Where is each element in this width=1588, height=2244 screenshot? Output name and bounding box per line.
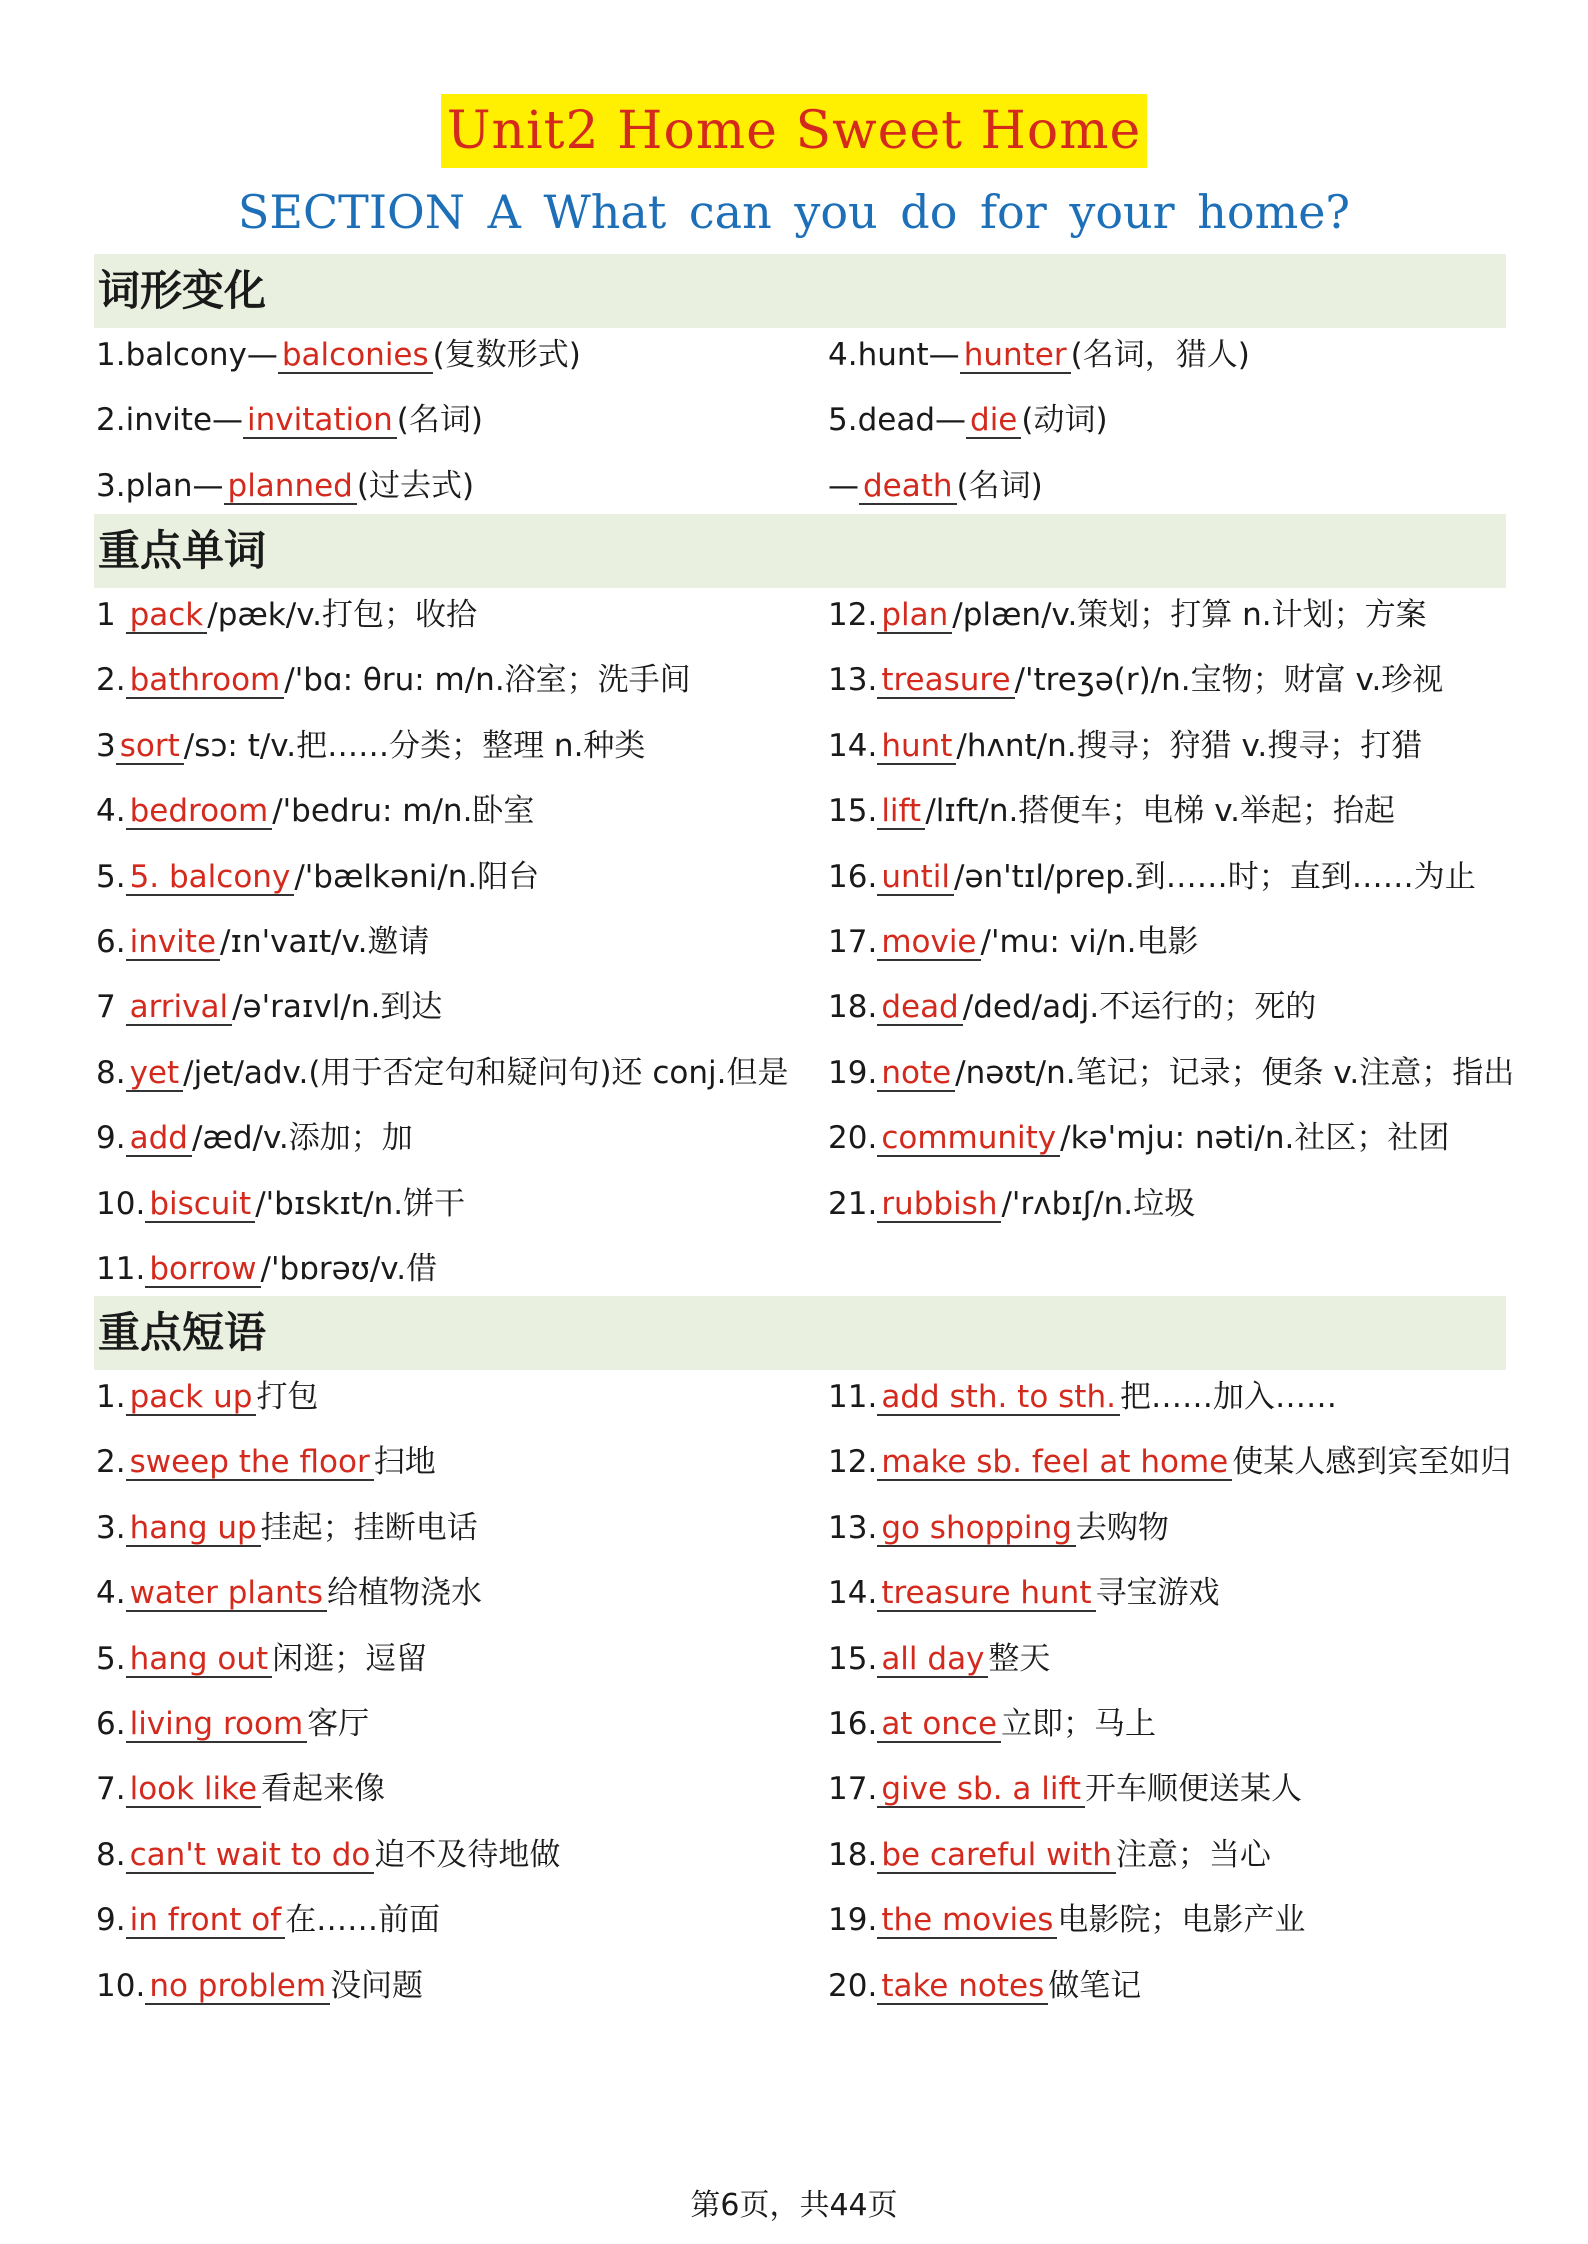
section-heading-words: 重点单词 — [94, 514, 1506, 588]
item-definition: /æd/v.添加；加 — [191, 1120, 413, 1157]
answer-blank: biscuit — [145, 1187, 255, 1223]
item-definition: 打包 — [256, 1379, 319, 1415]
list-item — [96, 1365, 816, 1430]
item-number: — — [828, 467, 859, 504]
list-item — [96, 910, 816, 975]
list-item — [96, 1627, 816, 1692]
item-number: 21. — [828, 1185, 878, 1222]
list-item — [96, 1237, 816, 1302]
item-number: 18. — [828, 1836, 878, 1873]
item-definition: 做笔记 — [1048, 1967, 1142, 2004]
list-item — [828, 1365, 1518, 1430]
item-definition: 看起来像 — [261, 1771, 386, 1808]
item-number: 8. — [96, 1836, 126, 1873]
item-definition: 整天 — [988, 1640, 1051, 1677]
forms-right-column — [828, 323, 1518, 519]
answer-blank: treasure — [877, 663, 1014, 699]
list-item — [828, 1561, 1518, 1626]
answer-blank: balconies — [278, 338, 433, 374]
item-number: 16. — [828, 1705, 878, 1742]
item-number: 11. — [828, 1379, 878, 1415]
item-number: 13. — [828, 1509, 878, 1546]
list-item — [828, 845, 1518, 910]
section-subtitle: SECTION A What can you do for your home? — [237, 185, 1351, 239]
item-definition: /'bɑ: θru: m/n.浴室；洗手间 — [284, 662, 691, 699]
answer-blank: water plants — [126, 1576, 327, 1612]
answer-blank: rubbish — [877, 1187, 1001, 1223]
item-definition: 把……加入…… — [1119, 1379, 1337, 1415]
list-item — [96, 975, 816, 1040]
item-definition: /nəʊt/n.笔记；记录；便条 v.注意；指出 — [955, 1054, 1515, 1091]
item-definition: /hʌnt/n.搜寻；狩猎 v.搜寻；打猎 — [956, 727, 1423, 764]
answer-blank: pack up — [126, 1380, 257, 1416]
answer-blank: community — [877, 1121, 1060, 1157]
item-number: 8. — [96, 1054, 126, 1091]
list-item — [828, 1627, 1518, 1692]
item-number: 17. — [828, 1771, 878, 1808]
list-item — [828, 1041, 1518, 1106]
item-number: 10. — [96, 1967, 146, 2004]
page-title: Unit2 Home Sweet Home — [441, 94, 1148, 168]
item-number: 1 — [96, 597, 126, 633]
answer-blank: die — [966, 403, 1021, 439]
item-definition: 电影院；电影产业 — [1057, 1902, 1306, 1939]
phrases-right-column — [828, 1365, 1518, 2019]
item-number: 2. — [96, 1444, 126, 1481]
item-number: 5. — [96, 858, 126, 895]
item-number: 12. — [828, 597, 878, 633]
item-definition: 使某人感到宾至如归 — [1232, 1444, 1512, 1481]
list-item — [96, 648, 816, 713]
answer-blank: bedroom — [126, 794, 273, 830]
item-definition: /'mu: vi/n.电影 — [980, 923, 1199, 960]
answer-blank: hang out — [126, 1642, 273, 1678]
item-definition: 寻宝游戏 — [1095, 1575, 1220, 1612]
answer-blank: all day — [877, 1642, 988, 1678]
item-definition: /pæk/v.打包；收拾 — [207, 597, 478, 633]
item-definition: (复数形式) — [432, 337, 581, 373]
item-definition: /lɪft/n.搭便车；电梯 v.举起；抬起 — [925, 793, 1396, 830]
answer-blank: take notes — [877, 1969, 1048, 2005]
answer-blank: at once — [877, 1707, 1001, 1743]
section-heading-phrases: 重点短语 — [94, 1296, 1506, 1370]
list-item — [828, 1172, 1518, 1237]
answer-blank: in front of — [126, 1903, 286, 1939]
item-number: 1.balcony— — [96, 337, 278, 373]
item-number: 19. — [828, 1054, 878, 1091]
item-number: 17. — [828, 923, 878, 960]
answer-blank: movie — [877, 925, 980, 961]
item-number: 10. — [96, 1185, 146, 1222]
answer-blank: invite — [126, 925, 220, 961]
list-item — [96, 714, 816, 779]
answer-blank: death — [859, 469, 957, 505]
item-definition: /plæn/v.策划；打算 n.计划；方案 — [952, 597, 1427, 633]
item-number: 7 — [96, 989, 126, 1026]
item-definition: /sɔ: t/v.把……分类；整理 n.种类 — [183, 727, 646, 764]
item-definition: 在……前面 — [285, 1902, 441, 1939]
answer-blank: look like — [126, 1772, 262, 1808]
list-item — [96, 1692, 816, 1757]
item-definition: /ɪn'vaɪt/v.邀请 — [220, 923, 430, 960]
item-definition: /'bælkəni/n.阳台 — [294, 858, 540, 895]
item-number: 1. — [96, 1379, 126, 1415]
list-item — [96, 1172, 816, 1237]
answer-blank: give sb. a lift — [877, 1772, 1085, 1808]
phrases-left-column — [96, 1365, 816, 2019]
answer-blank: add sth. to sth. — [877, 1380, 1120, 1416]
item-number: 13. — [828, 662, 878, 699]
words-left-column — [96, 583, 816, 1302]
list-item — [96, 1561, 816, 1626]
list-item — [96, 1954, 816, 2019]
answer-blank: arrival — [126, 990, 233, 1026]
list-item — [96, 1041, 816, 1106]
list-item — [828, 714, 1518, 779]
list-item — [828, 1757, 1518, 1822]
page-footer: 第6页，共44页 — [690, 2188, 898, 2223]
list-item — [828, 779, 1518, 844]
answer-blank: add — [126, 1121, 192, 1157]
answer-blank: borrow — [145, 1252, 260, 1288]
item-number: 14. — [828, 1575, 878, 1612]
item-number: 7. — [96, 1771, 126, 1808]
list-item — [828, 454, 1518, 519]
list-item — [828, 1430, 1518, 1495]
item-definition: (名词，猎人) — [1070, 337, 1250, 373]
item-definition: /ə'raɪvl/n.到达 — [232, 989, 443, 1026]
item-number: 18. — [828, 989, 878, 1026]
answer-blank: be careful with — [877, 1838, 1116, 1874]
item-number: 19. — [828, 1902, 878, 1939]
answer-blank: pack — [126, 598, 208, 634]
answer-blank: living room — [126, 1707, 308, 1743]
item-definition: 没问题 — [330, 1967, 424, 2004]
list-item — [96, 1496, 816, 1561]
item-definition: 迫不及待地做 — [374, 1836, 561, 1873]
list-item — [96, 1430, 816, 1495]
item-number: 4.hunt— — [828, 337, 960, 373]
answer-blank: hunter — [960, 338, 1071, 374]
item-number: 3 — [96, 727, 116, 764]
answer-blank: invitation — [243, 403, 397, 439]
list-item — [96, 1106, 816, 1171]
item-number: 6. — [96, 923, 126, 960]
section-heading-forms: 词形变化 — [94, 254, 1506, 328]
list-item — [828, 1954, 1518, 2019]
answer-blank: go shopping — [877, 1511, 1076, 1547]
list-item — [96, 454, 816, 519]
list-item — [828, 388, 1518, 453]
answer-blank: until — [877, 860, 954, 896]
item-number: 11. — [96, 1250, 146, 1287]
item-number: 9. — [96, 1902, 126, 1939]
item-definition: /'bɒrəʊ/v.借 — [260, 1250, 438, 1287]
list-item — [828, 1888, 1518, 1953]
list-item — [96, 779, 816, 844]
list-item — [96, 845, 816, 910]
item-definition: 闲逛；逗留 — [272, 1640, 428, 1677]
item-definition: /jet/adv.(用于否定句和疑问句)还 conj.但是 — [183, 1054, 789, 1091]
answer-blank: no problem — [145, 1969, 330, 2005]
item-number: 5. — [96, 1640, 126, 1677]
item-definition: /'treʒə(r)/n.宝物；财富 v.珍视 — [1014, 662, 1444, 699]
list-item — [828, 583, 1518, 648]
list-item — [96, 388, 816, 453]
list-item — [828, 910, 1518, 975]
list-item — [828, 975, 1518, 1040]
list-item — [96, 1757, 816, 1822]
item-definition: 扫地 — [373, 1444, 436, 1481]
item-definition: 给植物浇水 — [327, 1575, 482, 1612]
item-definition: /kə'mju: nəti/n.社区；社团 — [1060, 1120, 1450, 1157]
item-number: 15. — [828, 1640, 878, 1677]
answer-blank: sort — [116, 729, 184, 765]
words-right-column — [828, 583, 1518, 1237]
list-item — [828, 1106, 1518, 1171]
answer-blank: treasure hunt — [877, 1576, 1095, 1612]
list-item — [828, 648, 1518, 713]
item-number: 3. — [96, 1509, 126, 1546]
answer-blank: the movies — [877, 1903, 1057, 1939]
item-number: 20. — [828, 1967, 878, 2004]
answer-blank: hunt — [877, 729, 956, 765]
item-number: 3.plan— — [96, 467, 224, 504]
item-definition: 立即；马上 — [1001, 1705, 1157, 1742]
item-definition: (名词) — [396, 402, 483, 439]
item-definition: /ən'tɪl/prep.到……时；直到……为止 — [954, 858, 1476, 895]
answer-blank: bathroom — [126, 663, 285, 699]
item-definition: 挂起；挂断电话 — [260, 1509, 478, 1546]
answer-blank: yet — [126, 1056, 184, 1092]
item-definition: /ded/adj.不运行的；死的 — [962, 989, 1317, 1026]
list-item — [828, 1496, 1518, 1561]
item-number: 2. — [96, 662, 126, 699]
answer-blank: planned — [224, 469, 357, 505]
answer-blank: can't wait to do — [126, 1838, 375, 1874]
item-number: 15. — [828, 793, 878, 830]
answer-blank: hang up — [126, 1511, 261, 1547]
list-item — [828, 323, 1518, 388]
answer-blank: note — [877, 1056, 955, 1092]
title-wrap — [0, 94, 1588, 168]
list-item — [96, 1823, 816, 1888]
item-definition: (动词) — [1021, 402, 1108, 439]
list-item — [96, 583, 816, 648]
item-number: 14. — [828, 727, 878, 764]
list-item — [828, 1692, 1518, 1757]
list-item — [96, 1888, 816, 1953]
item-definition: 去购物 — [1075, 1509, 1169, 1546]
answer-blank: dead — [877, 990, 962, 1026]
item-definition: /'rʌbɪʃ/n.垃圾 — [1001, 1185, 1196, 1222]
item-definition: 客厅 — [307, 1705, 370, 1742]
item-number: 4. — [96, 793, 126, 830]
item-definition: (名词) — [956, 467, 1043, 504]
item-definition: /'bedru: m/n.卧室 — [272, 793, 535, 830]
list-item — [96, 323, 816, 388]
item-number: 6. — [96, 1705, 126, 1742]
answer-blank: lift — [877, 794, 925, 830]
answer-blank: make sb. feel at home — [877, 1445, 1232, 1481]
item-number: 2.invite— — [96, 402, 244, 439]
item-number: 16. — [828, 858, 878, 895]
item-definition: /'bɪskɪt/n.饼干 — [255, 1185, 466, 1222]
item-number: 5.dead— — [828, 402, 967, 439]
list-item — [828, 1823, 1518, 1888]
answer-blank: 5. balcony — [126, 860, 295, 896]
forms-left-column — [96, 323, 816, 519]
item-number: 20. — [828, 1120, 878, 1157]
item-definition: (过去式) — [356, 467, 475, 504]
item-definition: 开车顺便送某人 — [1085, 1771, 1303, 1808]
item-number: 9. — [96, 1120, 126, 1157]
answer-blank: sweep the floor — [126, 1445, 374, 1481]
answer-blank: plan — [877, 598, 952, 634]
item-number: 4. — [96, 1575, 126, 1612]
item-definition: 注意；当心 — [1115, 1836, 1271, 1873]
item-number: 12. — [828, 1444, 878, 1481]
